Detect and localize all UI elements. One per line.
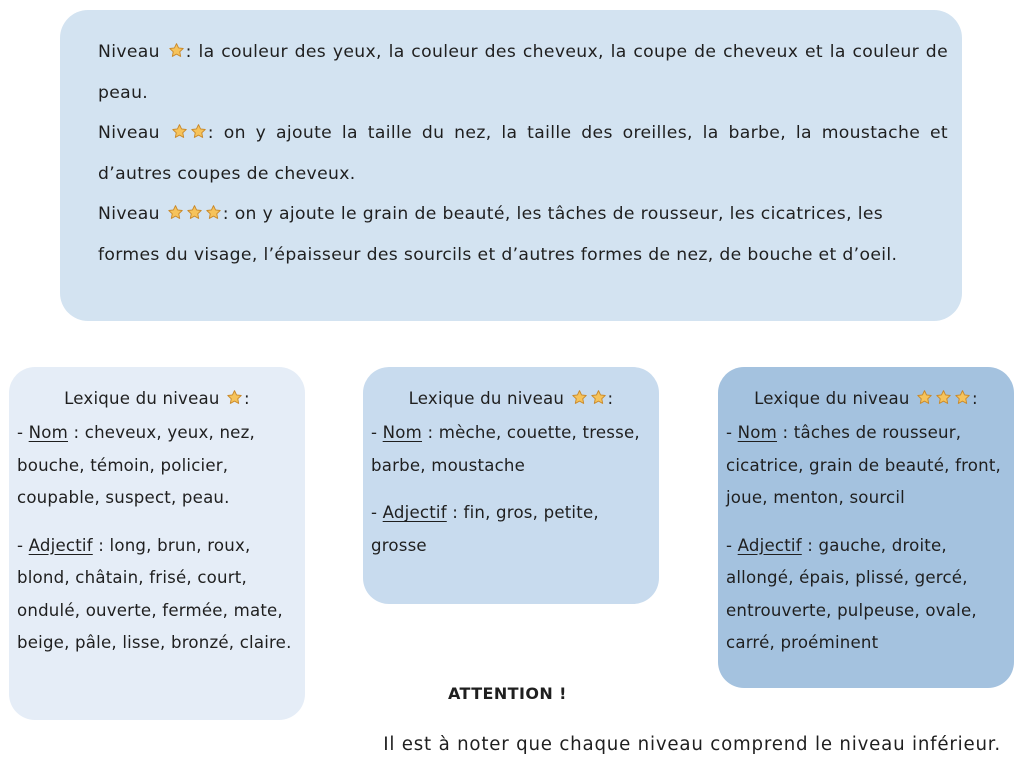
nom-label: Nom (737, 423, 778, 442)
star-icon (168, 42, 185, 59)
lexique-level-2-nom: - Nom : mèche, couette, tresse, barbe, moustache (371, 423, 640, 475)
lexique-level-1-title (9, 385, 305, 413)
level-3-description (98, 194, 948, 275)
star-icon (226, 389, 243, 406)
lexique-level-3-title-text: Lexique du niveau (754, 389, 910, 408)
lexique-level-3-box (718, 367, 1014, 688)
level-2-stars (170, 123, 208, 143)
levels-box (60, 10, 962, 321)
lexique-level-1-colon: : (244, 389, 250, 408)
level-3-text: : on y ajoute le grain de beauté, les tâches de rousseur, les cicatrices, les formes du visage, l’épaisseur des sourcils et d’autres formes de nez, de bouche et d’oeil. (98, 204, 898, 265)
lexique-level-2-box (363, 367, 659, 604)
lexique-level-1-stars (225, 389, 244, 408)
attention-heading: ATTENTION ! (448, 684, 567, 703)
nom-label: Nom (382, 423, 423, 442)
star-icon (205, 204, 222, 221)
level-2-prefix: Niveau (98, 123, 160, 143)
level-3-prefix: Niveau (98, 204, 160, 224)
adjectif-words: : long, brun, roux, blond, châtain, frisé, court, ondulé, ouverte, fermée, mate, beige, pâle, lisse, bronzé, claire. (17, 535, 292, 652)
lexique-level-1-title-text: Lexique du niveau (64, 389, 220, 408)
lexique-level-1-box (9, 367, 305, 720)
adjectif-words: : fin, gros, petite, grosse (371, 503, 599, 555)
lexique-level-3-title (718, 385, 1014, 413)
lexique-level-2-title-text: Lexique du niveau (408, 389, 565, 408)
lexique-level-1-nom: - Nom : cheveux, yeux, nez, bouche, témoin, policier, coupable, suspect, peau. (17, 423, 255, 507)
nom-words: : cheveux, yeux, nez, bouche, témoin, policier, coupable, suspect, peau. (17, 423, 255, 507)
star-icon (171, 123, 188, 140)
adjectif-words: : gauche, droite, allongé, épais, plissé, gercé, entrouverte, pulpeuse, ovale, carré, proéminent (726, 535, 977, 652)
level-1-stars (167, 42, 186, 62)
star-icon (954, 389, 971, 406)
star-icon (571, 389, 588, 406)
star-icon (190, 123, 207, 140)
star-icon (935, 389, 952, 406)
star-icon (167, 204, 184, 221)
level-1-text: : la couleur des yeux, la couleur des cheveux, la coupe de cheveux et la couleur de peau. (98, 42, 948, 103)
level-1-prefix: Niveau (98, 42, 160, 62)
level-3-stars (166, 204, 223, 224)
adjectif-label: Adjectif (28, 535, 93, 555)
lexique-level-2-title (363, 385, 659, 413)
nom-words: : mèche, couette, tresse, barbe, moustache (371, 423, 640, 475)
star-icon (186, 204, 203, 221)
nom-words: : tâches de rousseur, cicatrice, grain de beauté, front, joue, menton, sourcil (726, 423, 1002, 507)
lexique-level-3-colon: : (972, 389, 978, 408)
lexique-level-3-stars (915, 389, 972, 408)
lexique-level-1-adjectif: - Adjectif : long, brun, roux, blond, châtain, frisé, court, ondulé, ouverte, fermée, mate, beige, pâle, lisse, bronzé, claire. (17, 535, 292, 652)
level-2-text: : on y ajoute la taille du nez, la taille des oreilles, la barbe, la moustache et d’autres coupes de cheveux. (98, 123, 948, 184)
level-1-description (98, 32, 948, 113)
level-2-description (98, 113, 948, 194)
lexique-level-2-stars (570, 389, 608, 408)
lexique-level-2-colon: : (607, 389, 614, 408)
adjectif-label: Adjectif (737, 535, 802, 555)
lexique-level-3-adjectif: - Adjectif : gauche, droite, allongé, épais, plissé, gercé, entrouverte, pulpeuse, ovale, carré, proéminent (726, 535, 977, 652)
lexique-level-3-nom: - Nom : tâches de rousseur, cicatrice, grain de beauté, front, joue, menton, sourcil (726, 423, 1002, 507)
attention-note: Il est à noter que chaque niveau comprend le niveau inférieur. (383, 734, 1001, 755)
star-icon (916, 389, 933, 406)
lexique-level-2-adjectif: - Adjectif : fin, gros, petite, grosse (371, 503, 599, 555)
nom-label: Nom (28, 423, 69, 442)
star-icon (590, 389, 607, 406)
adjectif-label: Adjectif (382, 503, 447, 522)
